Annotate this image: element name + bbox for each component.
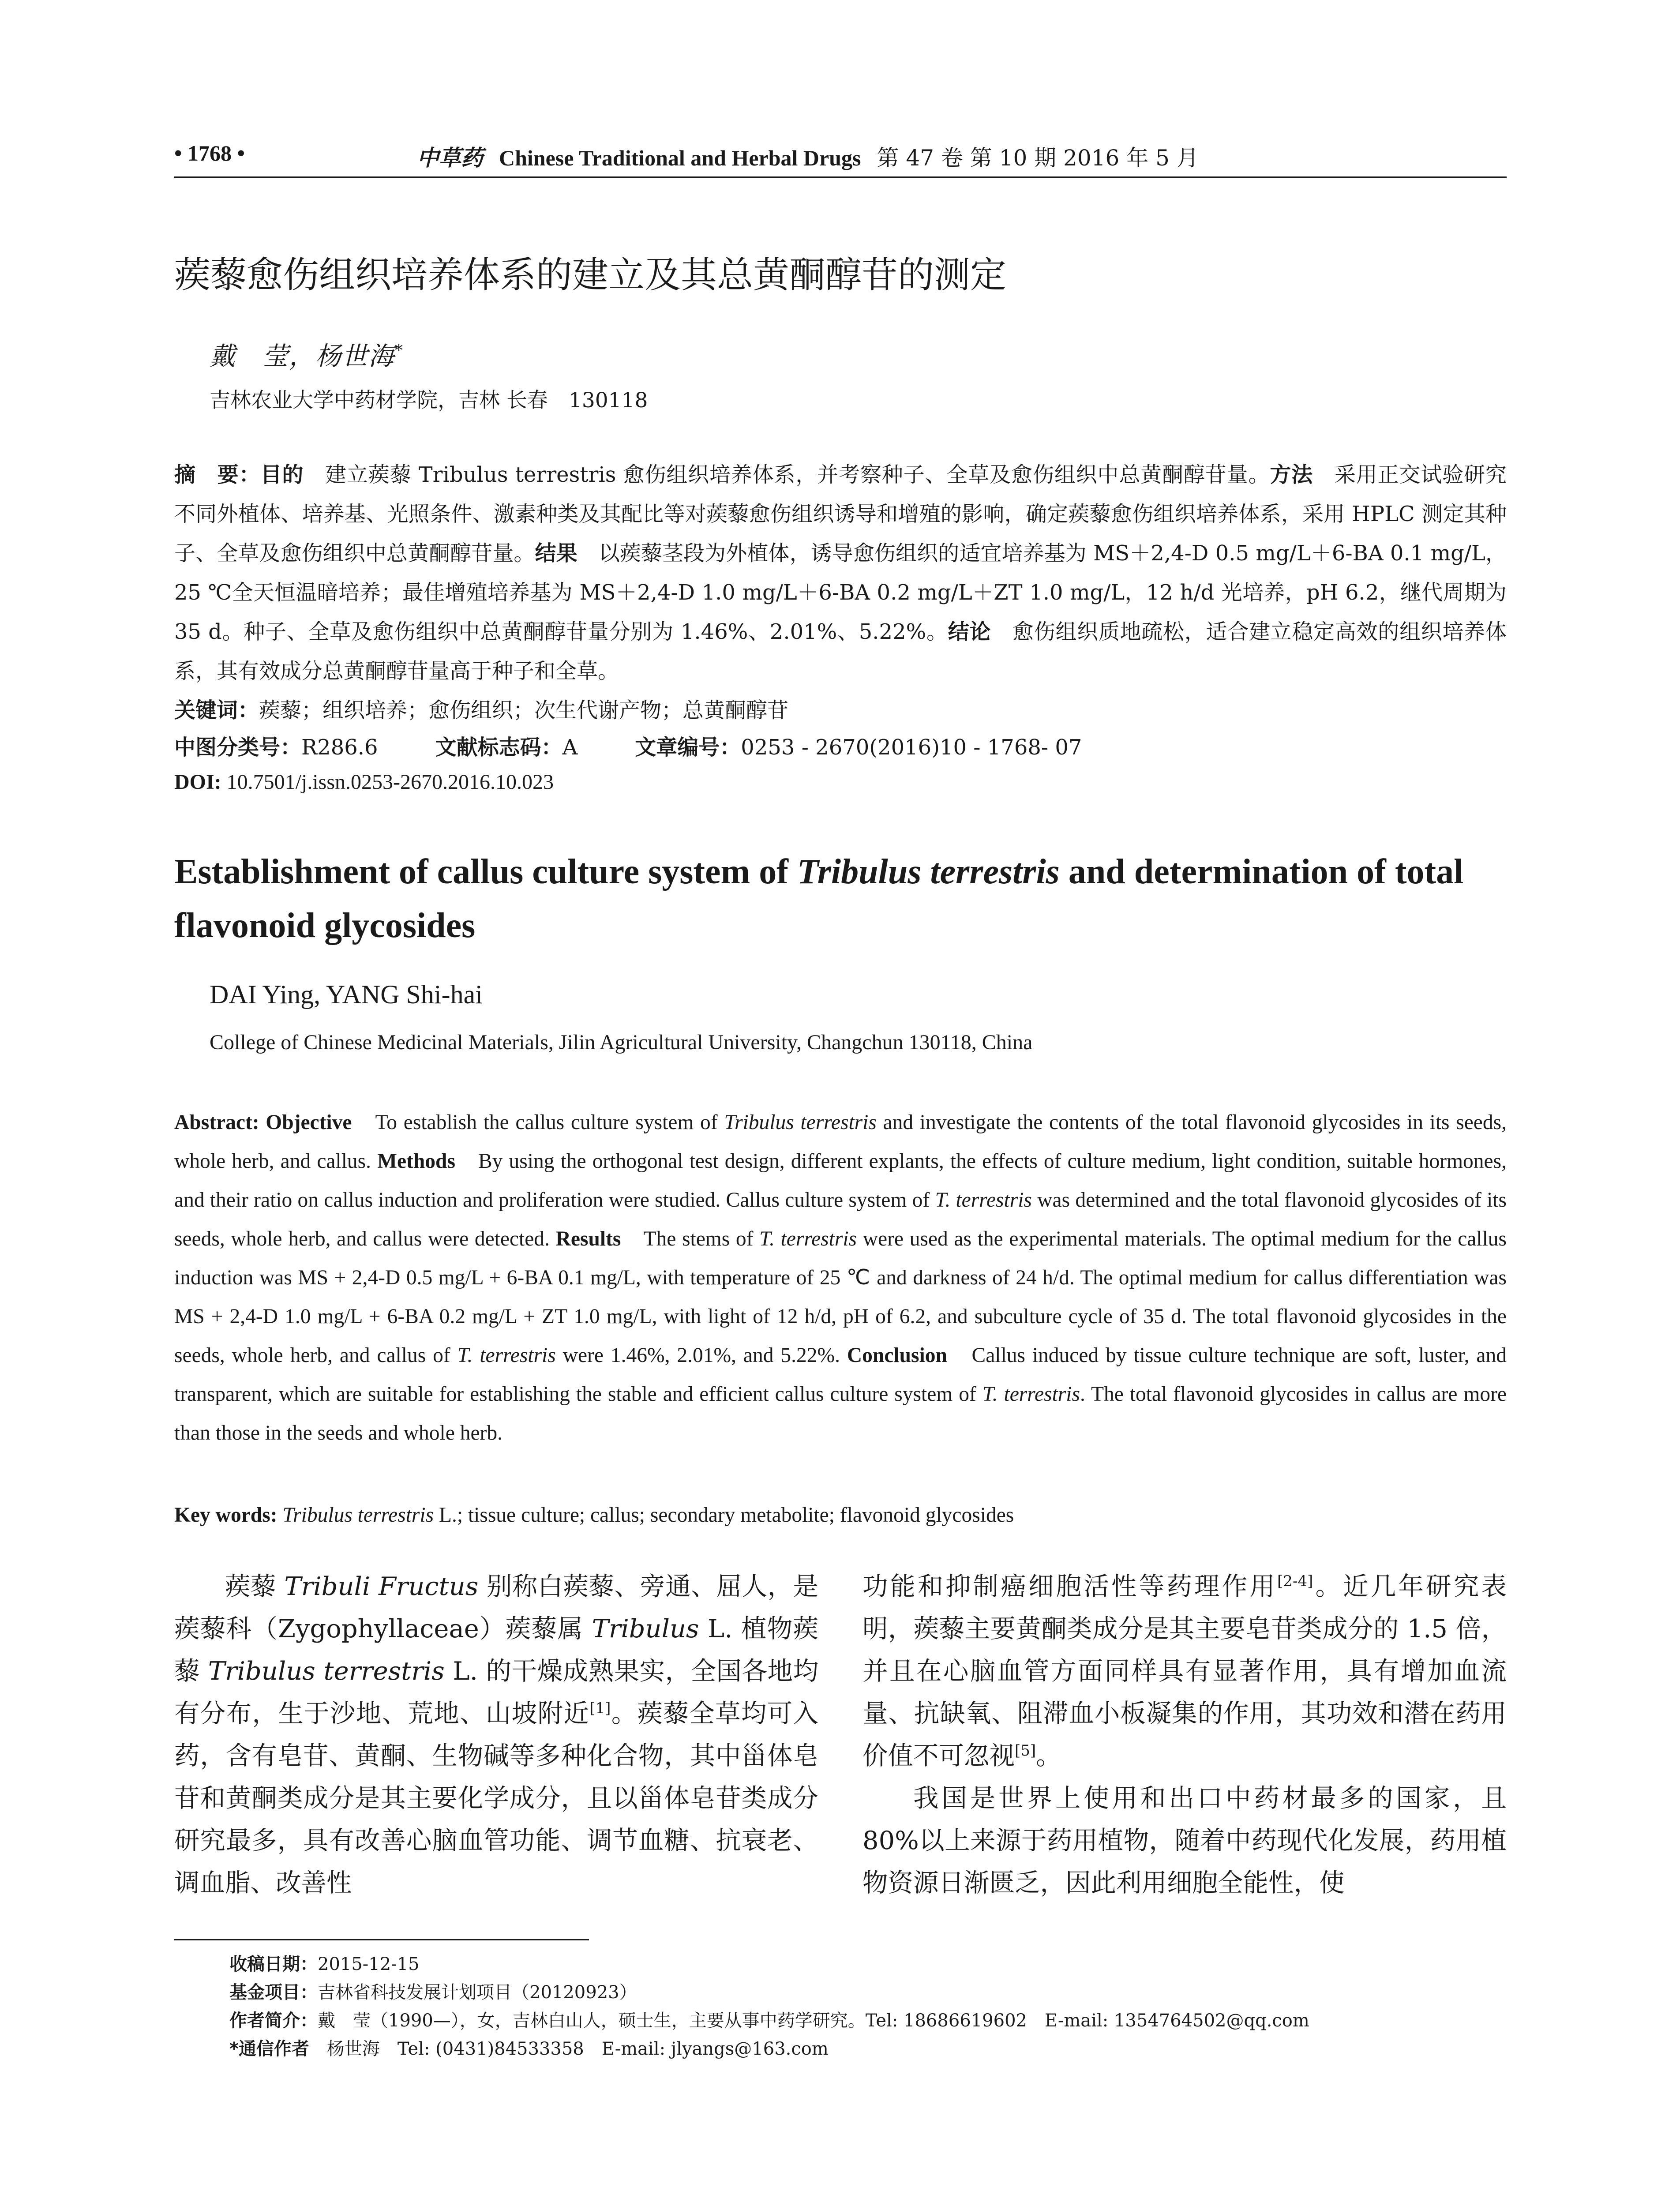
journal-header	[417, 140, 1199, 172]
header-rule	[174, 176, 1507, 178]
cn-keywords-text: 蒺藜；组织培养；愈伤组织；次生代谢产物；总黄酮醇苷	[259, 698, 789, 723]
clc-value: R286.6	[301, 735, 378, 760]
en-keywords	[174, 1496, 1507, 1534]
footnote-label: 收稿日期：	[229, 1954, 318, 1974]
cn-methods-label: 方法	[1270, 462, 1313, 487]
article-no-value: 0253 - 2670(2016)10 - 1768- 07	[741, 735, 1082, 760]
cn-keywords-label: 关键词：	[174, 698, 259, 723]
article-no-label: 文章编号：	[635, 735, 741, 760]
en-results-text: The stems of	[621, 1227, 760, 1250]
body-text: 功能和抑制癌细胞活性等药理作用	[862, 1572, 1278, 1601]
doc-code-label: 文献标志码：	[435, 735, 562, 760]
en-results-text-2: were used as the experimental materials. The optimal medium for the callus induction was MS + 2,4-D 0.5 mg/L + 6-BA 0.1 mg/L, with temperature of 25 ℃ and darkness of 24 h/d. The optimal medium for callus differentiation was MS + 2,4-D 1.0 mg/L + 6-BA 0.2 mg/L + ZT 1.0 mg/L, with light of 12 h/d, pH of 6.2, and subculture cycle of 35 d. The total flavonoid glycosides in the seeds, whole herb, and callus of	[174, 1227, 1507, 1367]
footnote-text: 吉林省科技发展计划项目（20120923）	[318, 1982, 637, 2003]
en-title-part1: Establishment of callus culture system of	[174, 852, 797, 891]
en-objective-text: To establish the callus culture system of	[352, 1111, 724, 1134]
cn-results-text: 以蒺藜茎段为外植体，诱导愈伤组织的适宜培养基为 MS＋2,4-D 0.5 mg/L＋6-BA 0.1 mg/L，25 ℃全天恒温暗培养；最佳增殖培养基为 MS＋2,4-D 1.0 mg/L＋6-BA 0.2 mg/L＋ZT 1.0 mg/L，12 h/d 光培养，pH 6.2，继代周期为 35 d。种子、全草及愈伤组织中总黄酮醇苷量分别为 1.46%、2.01%、5.22%。	[174, 541, 1507, 644]
cn-affiliation: 吉林农业大学中药材学院，吉林 长春 130118	[210, 388, 648, 413]
body-latin-name: Tribulus	[592, 1614, 699, 1643]
body-column-left	[174, 1565, 818, 1904]
body-text: 。	[1036, 1741, 1061, 1771]
citation-ref[interactable]: [5]	[1015, 1741, 1036, 1760]
cn-conclusion-text: 愈伤组织质地疏松，适合建立稳定高效的组织培养体系，其有效成分总黄酮醇苷量高于种子和全草。	[174, 619, 1507, 683]
en-title-species: Tribulus terrestris	[797, 852, 1060, 891]
journal-name-cn: 中草药	[417, 145, 483, 171]
cn-methods-text: 采用正交试验研究不同外植体、培养基、光照条件、激素种类及其配比等对蒺藜愈伤组织诱导和增殖的影响，确定蒺藜愈伤组织培养体系，采用 HPLC 测定其种子、全草及愈伤组织中总黄酮醇苷量。	[174, 462, 1507, 566]
en-results-label: Results	[555, 1227, 621, 1250]
body-text: 别称白蒺藜、旁通、屈人，是蒺藜科（Zygophyllaceae）蒺藜属	[174, 1572, 818, 1643]
body-paragraph: 我国是世界上使用和出口中药材最多的国家，且 80%以上来源于药用植物，随着中药现代化发展，药用植物资源日渐匮乏，因此利用细胞全能性，使	[862, 1783, 1507, 1898]
cn-author-names: 戴 莹，杨世海	[210, 341, 395, 371]
body-paragraph	[174, 1565, 818, 1904]
body-text: 蒺藜	[225, 1572, 285, 1601]
body-column-right	[862, 1565, 1507, 1904]
cn-authors	[210, 335, 404, 372]
en-keywords-species: Tribulus terrestris	[282, 1504, 434, 1527]
doc-code-value: A	[562, 735, 578, 760]
en-conclusion-species: T. terrestris	[982, 1383, 1080, 1406]
footnote-rule	[174, 1939, 589, 1940]
footnote-label: 基金项目：	[229, 1982, 318, 2003]
en-keywords-label: Key words:	[174, 1504, 278, 1527]
body-text: L. 的干燥成熟果实，全国各地均有分布，生于沙地、荒地、山坡附近	[174, 1656, 819, 1728]
body-text: 。近几年研究表明，蒺藜主要黄酮类成分是其主要皂苷类成分的 1.5 倍，并且在心脑血管方面同样具有显著作用，具有增加血流量、抗缺氧、阻滞血小板凝集的作用，其功效和潜在药用价值不可忽视	[862, 1572, 1507, 1771]
en-objective-species: Tribulus terrestris	[724, 1111, 877, 1134]
cn-keywords	[174, 691, 1507, 730]
doi-line	[174, 770, 554, 794]
footnote-text: 杨世海 Tel: (0431)84533358 E-mail: jlyangs@163.com	[309, 2039, 829, 2059]
en-title	[174, 845, 1507, 953]
journal-issue: 第 47 卷 第 10 期 2016 年 5 月	[877, 145, 1199, 171]
footnote-text: 戴 莹（1990—），女，吉林白山人，硕士生，主要从事中药学研究。Tel: 18686619602 E-mail: 1354764502@qq.com	[318, 2011, 1309, 2031]
footnote-corresponding	[229, 2035, 1309, 2063]
cn-abstract-label: 摘 要：	[174, 462, 261, 487]
en-abstract	[174, 1103, 1507, 1452]
footnote-text: 2015-12-15	[318, 1954, 420, 1974]
en-affiliation: College of Chinese Medicinal Materials, Jilin Agricultural University, Changchun 130118, China	[210, 1031, 1033, 1054]
body-latin-name: Tribulus terrestris	[208, 1656, 445, 1686]
en-methods-species: T. terrestris	[935, 1189, 1032, 1212]
classification-line	[174, 730, 1082, 761]
journal-name-en: Chinese Traditional and Herbal Drugs	[499, 146, 861, 170]
en-keywords-text: L.; tissue culture; callus; secondary metabolite; flavonoid glycosides	[434, 1504, 1014, 1527]
en-results-text-3: were 1.46%, 2.01%, and 5.22%.	[555, 1344, 847, 1367]
en-authors: DAI Ying, YANG Shi-hai	[210, 980, 483, 1009]
doi-value: 10.7501/j.issn.0253-2670.2016.10.023	[226, 770, 554, 794]
page-number: • 1768 •	[174, 141, 245, 165]
footnote-fund	[229, 1978, 1309, 2007]
en-methods-text: By using the orthogonal test design, different explants, the effects of culture medium, light condition, suitable hormones, and their ratio on callus induction and proliferation were studied. Callus culture system of	[174, 1150, 1507, 1212]
footnotes	[229, 1950, 1309, 2063]
en-objective-text-2: and investigate the contents of the total flavonoid glycosides in its seeds, whole herb, and callus.	[174, 1111, 1507, 1173]
en-conclusion-label: Conclusion	[847, 1344, 947, 1367]
cn-conclusion-label: 结论	[948, 619, 991, 644]
citation-ref[interactable]: [2-4]	[1277, 1572, 1313, 1590]
cn-title: 蒺藜愈伤组织培养体系的建立及其总黄酮醇苷的测定	[174, 254, 1007, 296]
footnote-received	[229, 1950, 1309, 1978]
cn-results-label: 结果	[535, 541, 578, 566]
footnote-author	[229, 2007, 1309, 2035]
en-methods-label: Methods	[377, 1150, 455, 1173]
body-text: 。蒺藜全草均可入药，含有皂苷、黄酮、生物碱等多种化合物，其中甾体皂苷和黄酮类成分是其主要化学成分，且以甾体皂苷类成分研究最多，具有改善心脑血管功能、调节血糖、抗衰老、调血脂、改善性	[174, 1699, 818, 1898]
en-results-species-2: T. terrestris	[457, 1344, 556, 1367]
footnote-label: *通信作者	[229, 2039, 309, 2059]
en-methods-text-2: was determined and the total flavonoid glycosides of its seeds, whole herb, and callus were detected.	[174, 1189, 1507, 1250]
en-title-part2: and determination of total flavonoid glycosides	[174, 852, 1464, 945]
cn-objective-label: 目的	[260, 462, 304, 487]
cn-objective-text: 建立蒺藜 Tribulus terrestris 愈伤组织培养体系，并考察种子、全草及愈伤组织中总黄酮醇苷量。	[304, 462, 1270, 487]
en-conclusion-text: Callus induced by tissue culture technique are soft, luster, and transparent, which are suitable for establishing the stable and efficient callus culture system of	[174, 1344, 1507, 1406]
body-text: L. 植物蒺藜	[174, 1614, 818, 1686]
en-abstract-label: Abstract: Objective	[174, 1111, 352, 1134]
body-latin-name: Tribuli Fructus	[284, 1572, 479, 1601]
clc-label: 中图分类号：	[174, 735, 302, 760]
doi-label: DOI:	[174, 770, 221, 794]
en-conclusion-text-2: . The total flavonoid glycosides in callus are more than those in the seeds and whole herb.	[174, 1383, 1507, 1444]
body-paragraph-continued	[862, 1565, 1507, 1777]
en-results-species: T. terrestris	[759, 1227, 857, 1250]
footnote-label: 作者简介：	[229, 2011, 318, 2031]
cn-abstract	[174, 455, 1507, 691]
citation-ref[interactable]: [1]	[589, 1699, 611, 1717]
corresponding-mark: *	[395, 341, 404, 360]
